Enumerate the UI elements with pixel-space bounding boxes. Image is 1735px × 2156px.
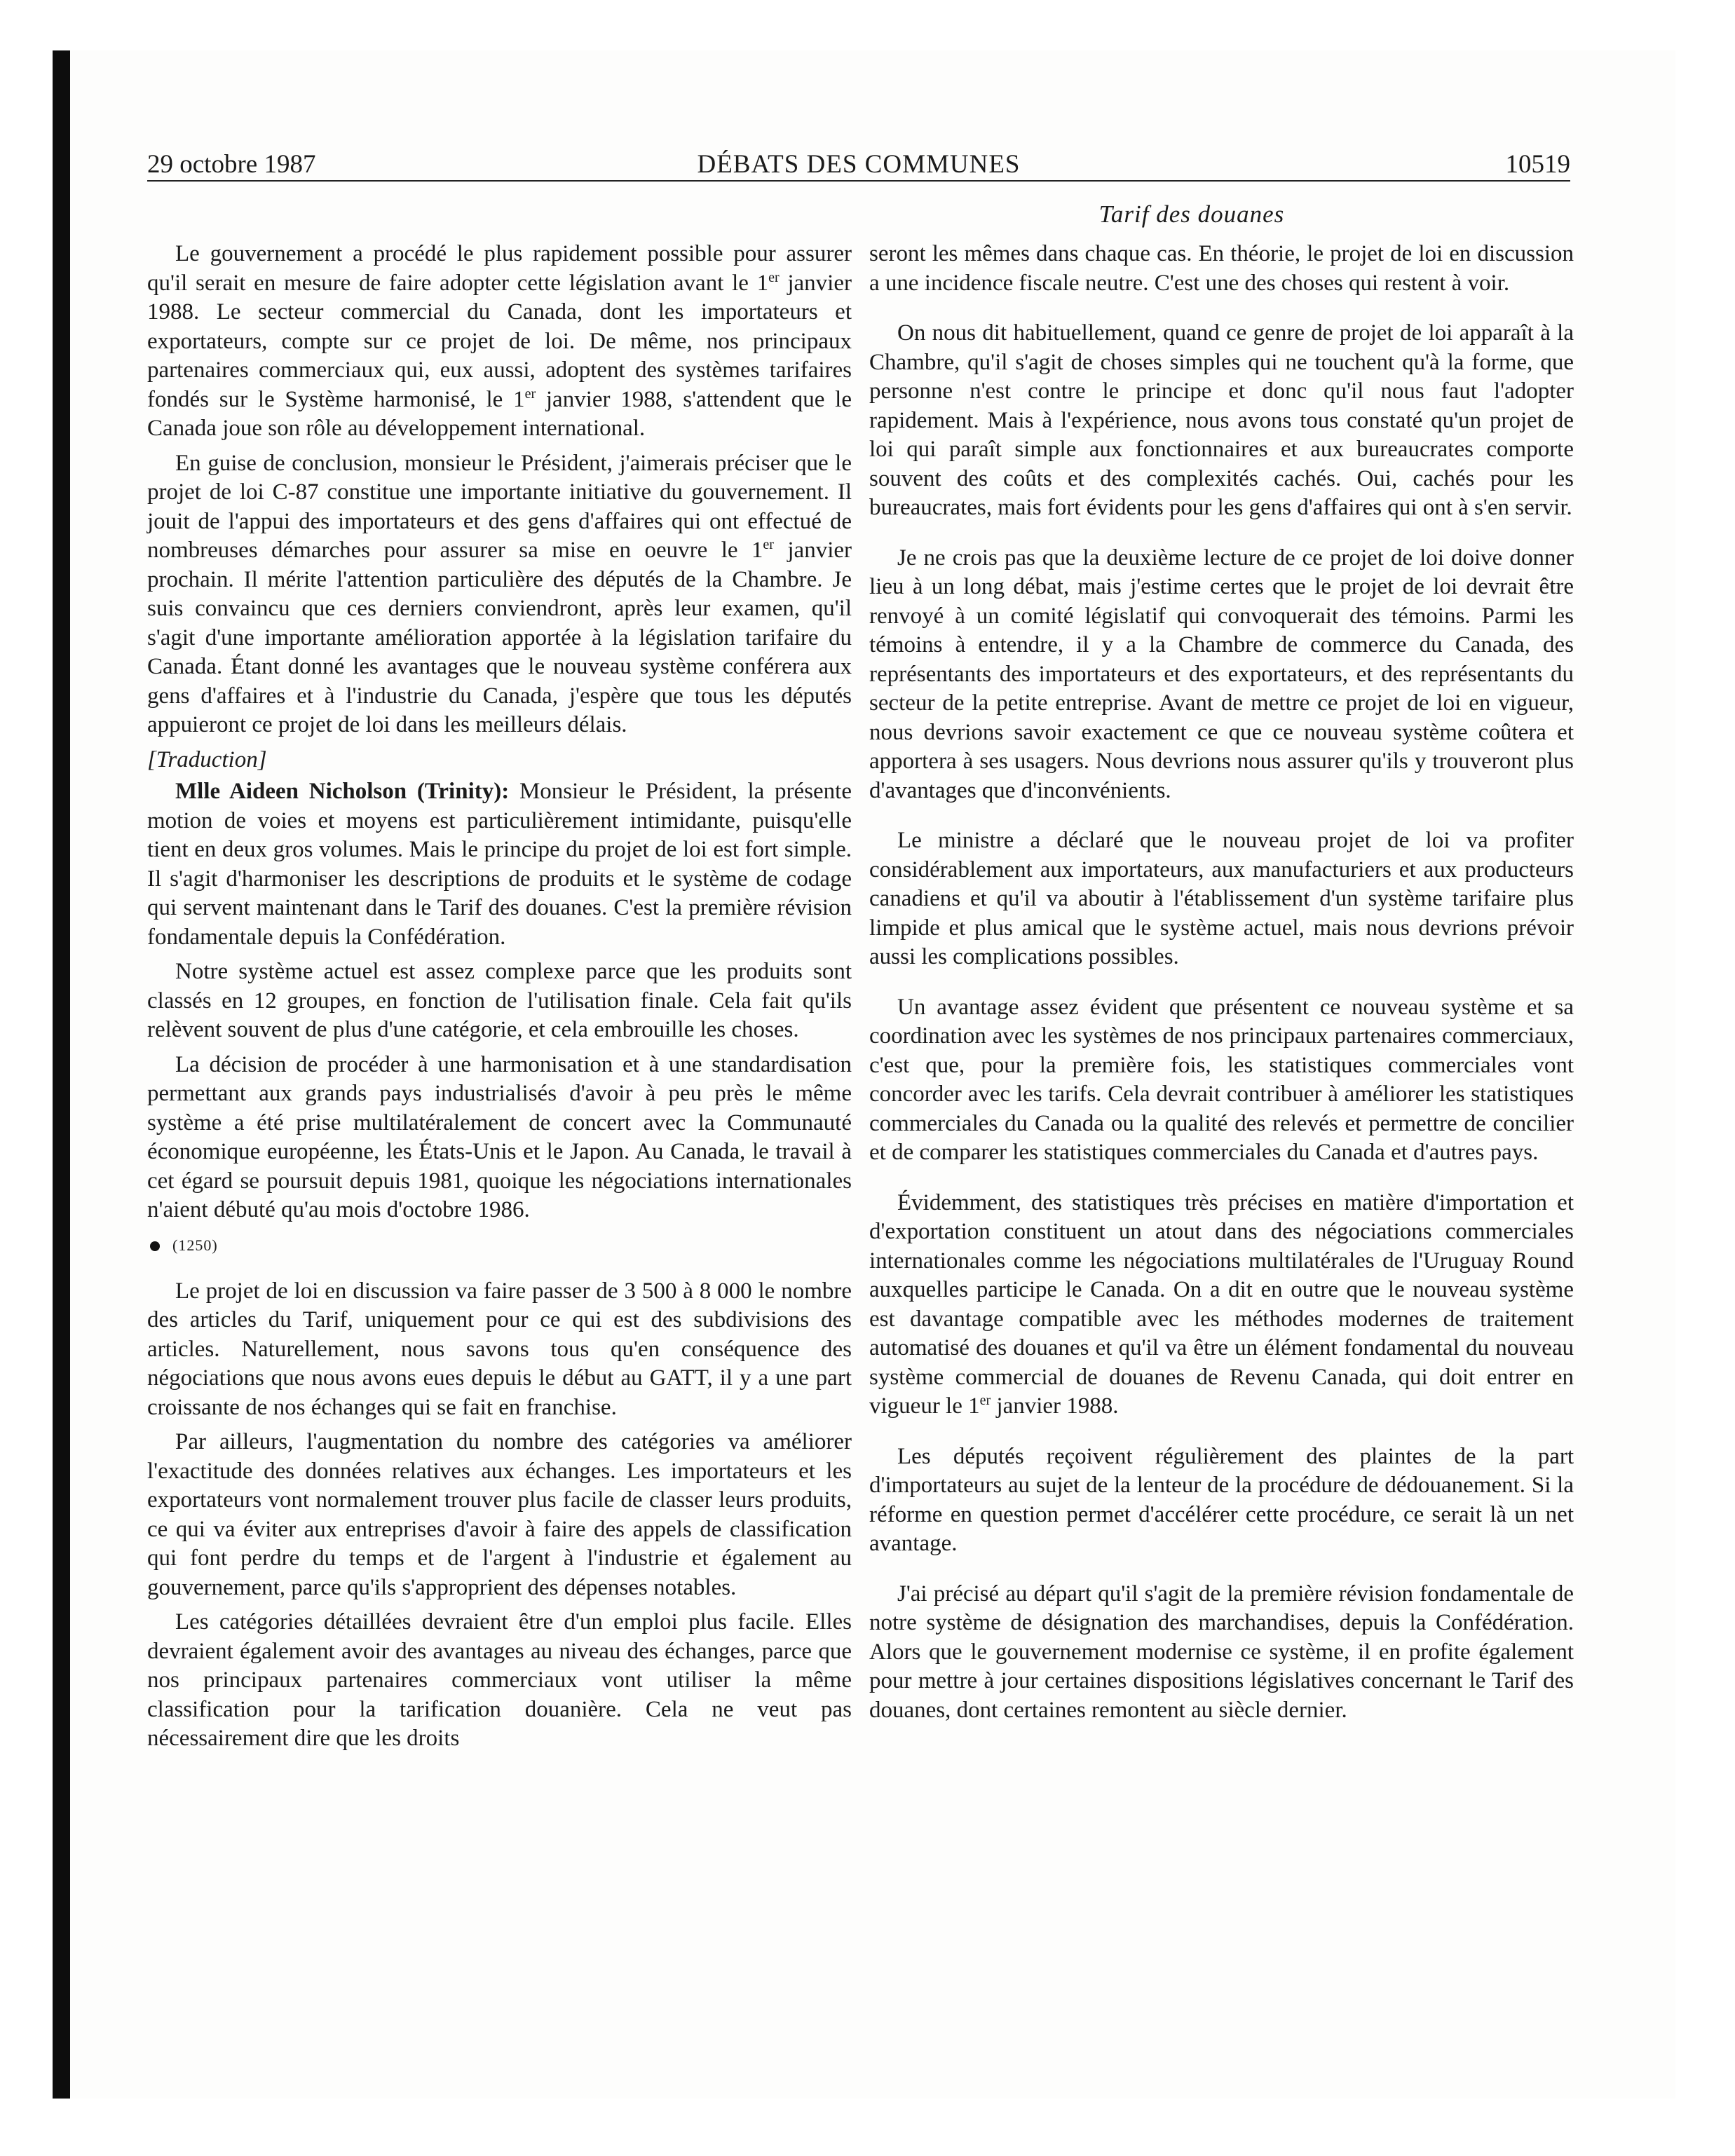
paragraph: En guise de conclusion, monsieur le Président, j'aimerais préciser que le projet de loi C-87 constitue une importante initiative du gouvernement. Il jouit de l'appui des importateurs et des gens d'affaires qui ont effectué de nombreuses démarches pour assurer sa mise en oeuvre le 1er janvier prochain. Il mérite l'attention particulière des députés de la Chambre. Je suis convaincu que ces derniers conviendront, après leur examen, qu'il s'agit d'une importante amélioration apportée à la législation tarifaire du Canada. Étant donné les avantages que le nouveau système conférera aux gens d'affaires et à l'industrie du Canada, j'espère que tous les députés appuieront ce projet de loi dans les meilleurs délais. [147, 450, 852, 737]
paragraph: Les députés reçoivent régulièrement des plaintes de la part d'importateurs au sujet de la lenteur de la procédure de dédouanement. Si la réforme en question permet d'accélérer cette procédure, ce serait là un net avantage. [869, 1443, 1574, 1556]
translation-note: [Traduction] [147, 746, 267, 772]
header-title: DÉBATS DES COMMUNES [697, 150, 1021, 179]
paragraph: La décision de procéder à une harmonisation et à une standardisation permettant aux grands pays industrialisés d'avoir à peu près le même système a été prise multilatéralement de concert avec la Communauté économique européenne, les États-Unis et le Japon. Au Canada, le travail à cet égard se poursuit depuis 1981, quoique les négociations internationales n'aient débuté qu'au mois d'octobre 1986. [147, 1051, 852, 1222]
page-header [147, 149, 1570, 181]
running-head: Tarif des douanes [1098, 200, 1285, 228]
header-rule [147, 180, 1570, 182]
paragraph: Notre système actuel est assez complexe parce que les produits sont classés en 12 groupes, en fonction de l'utilisation finale. Cela fait qu'ils relèvent souvent de plus d'une catégorie, et cela embrouille les choses. [147, 959, 852, 1042]
paragraph: J'ai précisé au départ qu'il s'agit de la première révision fondamentale de notre système de désignation des marchandises, depuis la Confédération. Alors que le gouvernement modernise ce système, il en profite également pour mettre à jour certaines dispositions législatives concernant le Tarif des douanes, dont certaines remontent au siècle dernier. [869, 1581, 1574, 1723]
paragraph: Les catégories détaillées devraient être d'un emploi plus facile. Elles devraient également avoir des avantages au niveau des échanges, parce que nos principaux partenaires commerciaux vont utiliser la même classification pour la tarification douanière. Cela ne veut pas nécessairement dire que les droits [147, 1609, 852, 1751]
bullet-dot-icon [150, 1241, 160, 1251]
page-number: 10519 [1505, 150, 1570, 179]
paragraph: Le gouvernement a procédé le plus rapidement possible pour assurer qu'il serait en mesure de faire adopter cette législation avant le 1er janvier 1988. Le secteur commercial du Canada, dont les importateurs et exportateurs, compte sur ce projet de loi. De même, nos principaux partenaires commerciaux qui, eux aussi, adoptent des systèmes tarifaires fondés sur le Système harmonisé, le 1er janvier 1988, s'attendent que le Canada joue son rôle au développement international. [147, 241, 852, 441]
paragraph: Évidemment, des statistiques très précises en matière d'importation et d'exportation constituent un atout dans des négociations commerciales internationales comme les négociations multilatérales de l'Uruguay Round auxquelles participe le Canada. On a dit en outre que le nouveau système est davantage compatible avec les méthodes modernes de traitement automatisé des douanes et qu'il va être un élément fondamental du nouveau système commercial de douanes de Revenu Canada, qui doit entrer en vigueur le 1er janvier 1988. [869, 1189, 1574, 1419]
paragraph: Le projet de loi en discussion va faire passer de 3 500 à 8 000 le nombre des articles du Tarif, uniquement pour ce qui est des subdivisions des articles. Naturellement, nous savons tous qu'en conséquence des négociations que nous avons eues depuis le début au GATT, il y a une part croissante de nos échanges qui se fait en franchise. [147, 1278, 852, 1420]
left-column [147, 240, 852, 1759]
header-date: 29 octobre 1987 [147, 150, 316, 179]
scan-edge-bar [53, 50, 70, 2099]
paragraph: Un avantage assez évident que présentent ce nouveau système et sa coordination avec les systèmes de nos principaux partenaires commerciaux, c'est que, pour la première fois, les statistiques commerciales vont concorder avec les tarifs. Cela devrait contribuer à améliorer les statistiques commerciales du Canada ou la qualité des relevés et permettre de concilier et de comparer les statistiques commerciales du Canada et d'autres pays. [869, 994, 1574, 1165]
paragraph: seront les mêmes dans chaque cas. En théorie, le projet de loi en discussion a une incidence fiscale neutre. C'est une des choses qui restent à voir. [869, 241, 1574, 296]
paragraph: Le ministre a déclaré que le nouveau projet de loi va profiter considérablement aux importateurs, aux manufacturiers et aux producteurs canadiens et qu'il va aboutir à l'établissement d'un système tarifaire plus limpide et plus amical que le système actuel, mais nous devrions prévoir aussi les complications possibles. [869, 828, 1574, 969]
paragraph: On nous dit habituellement, quand ce genre de projet de loi apparaît à la Chambre, qu'il s'agit de choses simples qui ne touchent qu'à la forme, que personne n'est contre le principe et donc qu'il nous faut l'adopter rapidement. Mais à l'expérience, nous avons tous constaté qu'un projet de loi qui paraît simple aux fonctionnaires et aux bureaucrates comporte souvent des coûts et des complexités cachés. Oui, cachés pour les bureaucrates, mais fort évidents pour les gens d'affaires qui ont à s'en servir. [869, 320, 1574, 520]
paragraph: Je ne crois pas que la deuxième lecture de ce projet de loi doive donner lieu à un long débat, mais j'estime certes que le projet de loi devrait être renvoyé à un comité législatif qui convoquerait des témoins. Parmi les témoins à entendre, il y a la Chambre de commerce du Canada, des représentants des importateurs et des exportateurs, et des représentants du secteur de la petite entreprise. Avant de mettre ce projet de loi en vigueur, nous devrions savoir exactement ce que ce nouveau système coûtera et apportera à ses usagers. Nous devrions nous assurer qu'ils y trouveront plus d'avantages que d'inconvénients. [869, 545, 1574, 803]
speaker-name: Mlle Aideen Nicholson (Trinity): [175, 779, 510, 804]
paragraph: Par ailleurs, l'augmentation du nombre des catégories va améliorer l'exactitude des données relatives aux échanges. Les importateurs et les exportateurs vont normalement trouver plus facile de classer leurs produits, ce qui va éviter aux entreprises d'avoir à faire des appels de classification qui font perdre du temps et de l'argent à l'industrie et également au gouvernement, parce qu'ils s'approprient des dépenses notables. [147, 1429, 852, 1600]
speaker-paragraph: Mlle Aideen Nicholson (Trinity): Monsieur le Président, la présente motion de voies et moyens est particulièrement intimidante, puisqu'elle tient en deux gros volumes. Mais le principe du projet de loi est fort simple. Il s'agit d'harmoniser les descriptions de produits et le système de codage qui servent maintenant dans le Tarif des douanes. C'est la première révision fondamentale depuis la Confédération. [147, 779, 852, 950]
right-column [869, 240, 1574, 1746]
time-marker: (1250) [147, 1235, 852, 1256]
